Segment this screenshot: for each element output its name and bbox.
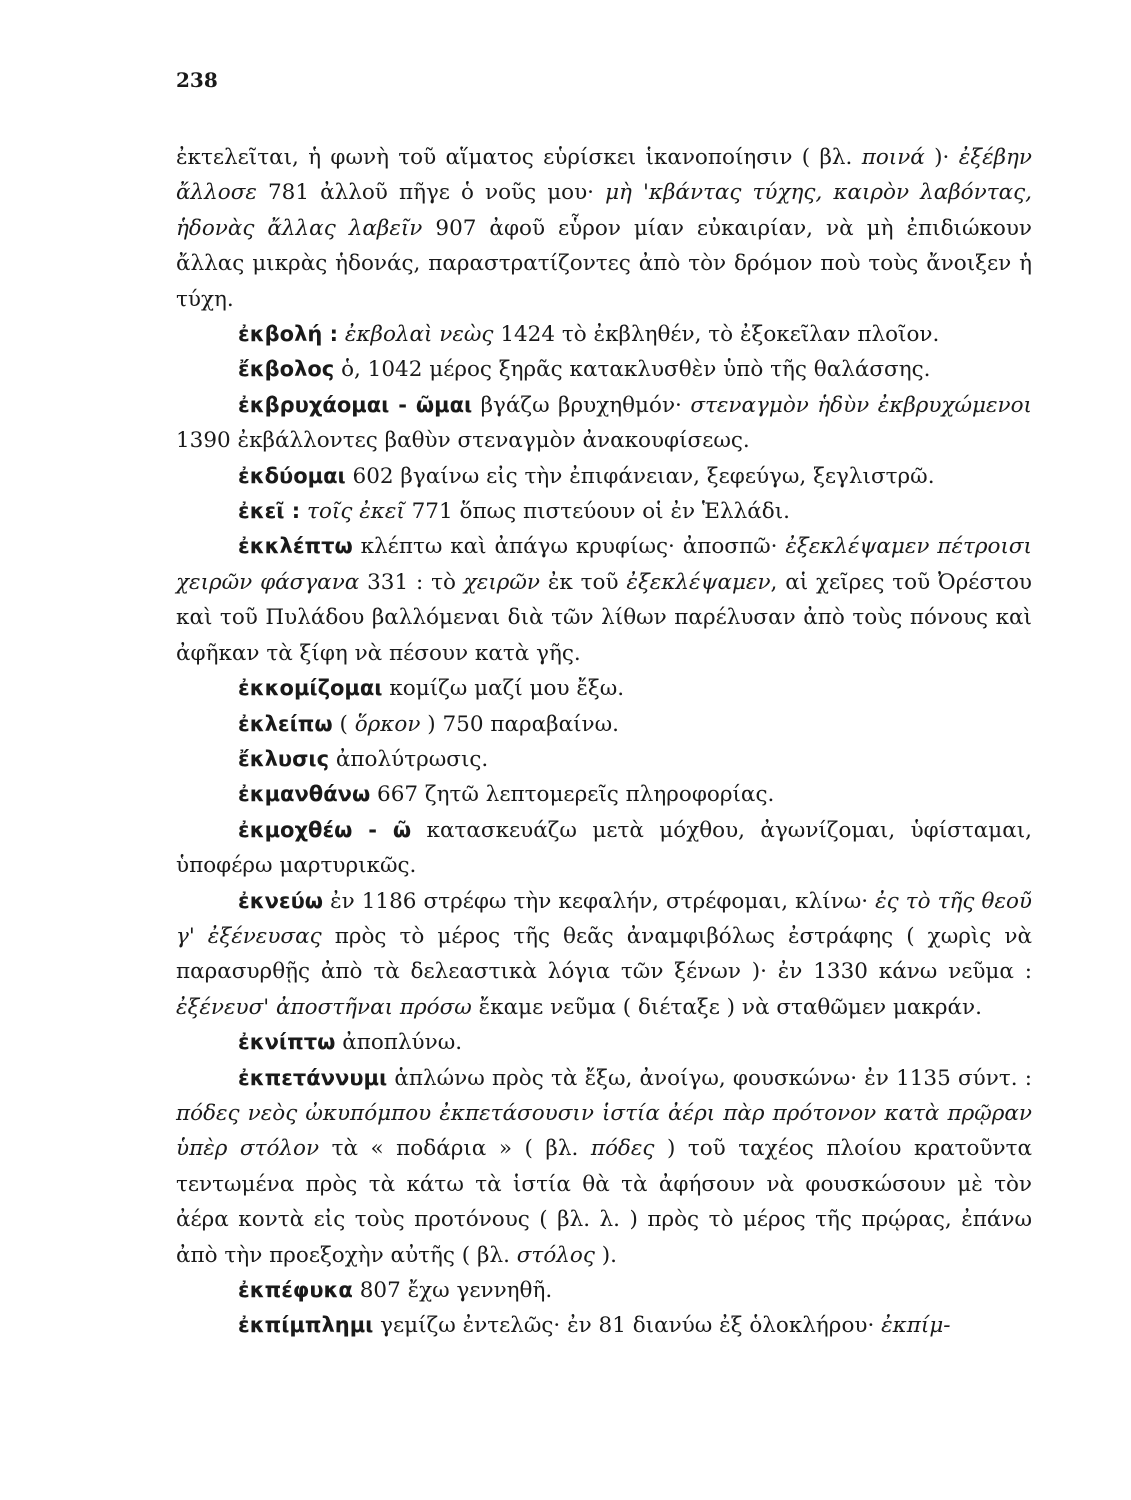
quotation: ἐκπίμ- [881, 1313, 951, 1339]
dictionary-entry [176, 1061, 1032, 1273]
headword: ἐκκλέπτω [238, 534, 353, 559]
headword: ἐκμανθάνω [238, 782, 371, 807]
dictionary-entry [176, 1025, 1032, 1060]
definition-text: 907 ἀφοῦ εὗρον μίαν εὐκαιρίαν, νὰ μὴ ἐπιδιώκουν ἄλλας μικρὰς ἡδονάς, παραστρατίζοντες ἀπὸ τὸν δρόμον ποὺ τοὺς ἄνοιξεν ἡ τύχη. [176, 215, 1032, 312]
definition-text: 667 ζητῶ λεπτομερεῖς πληροφορίας. [370, 782, 775, 808]
dictionary-entry [176, 813, 1032, 884]
dictionary-entry [176, 707, 1032, 742]
headword: ἔκβολος [238, 357, 335, 382]
quotation: πόδες νεὸς ὠκυπόμπου ἐκπετάσουσιν ἱστία ἀέρι πὰρ πρότονον κατὰ πρῷραν ὑπὲρ στόλον [176, 1100, 1032, 1162]
headword: ἐκδύομαι [238, 463, 346, 488]
definition-text: ἐκ τοῦ [540, 569, 627, 595]
quotation: τοῖς ἐκεῖ [307, 499, 405, 525]
quotation: ἐξέβην ἄλλοσε [176, 145, 1032, 206]
definition-text: )· [924, 145, 959, 170]
definition-text: 331 : τὸ [359, 569, 464, 595]
definition-text: κατασκευάζω μετὰ μόχθου, ἀγωνίζομαι, ὑφίσταμαι, ὑποφέρω μαρτυρικῶς. [176, 817, 1032, 879]
quotation: ἐξεκλέψαμεν πέτροισι χειρῶν φάσγανα [176, 534, 1032, 595]
definition-text: ἔκαμε νεῦμα ( διέταξε ) νὰ σταθῶμεν μακράν. [471, 994, 982, 1020]
quotation: στεναγμὸν ἡδὺν ἐκβρυχώμενοι [690, 392, 1032, 418]
definition-text: βγάζω βρυχηθμόν· [472, 392, 691, 418]
definition-text: ἀποπλύνω. [335, 1030, 463, 1056]
quotation: ἐκβολαὶ νεὼς [344, 322, 494, 348]
definition-text: ἀπολύτρωσις. [329, 746, 489, 772]
quotation: ὅρκον [354, 711, 421, 737]
headword: ἔκλυσις [238, 746, 330, 771]
definition-text: ὁ, 1042 μέρος ξηρᾶς κατακλυσθὲν ὑπὸ τῆς θαλάσσης. [334, 357, 931, 383]
definition-text: ἐκτελεῖται, ἡ φωνὴ τοῦ αἵματος εὑρίσκει ἱκανοποίησιν ( βλ. [176, 145, 862, 170]
headword: ἐκλείπω [238, 711, 333, 736]
headword: ἐκμοχθέω - ῶ [238, 817, 412, 842]
dictionary-entry [176, 671, 1032, 706]
dictionary-entry [176, 529, 1032, 671]
dictionary-entry [176, 777, 1032, 812]
definition-text: 771 ὅπως πιστεύουν οἱ ἐν Ἑλλάδι. [404, 499, 790, 525]
definition-text: τὰ « ποδάρια » ( βλ. [319, 1136, 591, 1162]
dictionary-entries [176, 140, 1032, 1344]
definition-text: , αἱ χεῖρες τοῦ Ὀρέστου καὶ τοῦ Πυλάδου βαλλόμεναι διὰ τῶν λίθων παρέλυσαν ἀπὸ τοὺς πόνους καὶ ἀφῆκαν τὰ ξίφη νὰ πέσουν κατὰ γῆς. [176, 569, 1032, 666]
headword: ἐκνίπτω [238, 1030, 336, 1055]
definition-text: 1424 τὸ ἐκβληθέν, τὸ ἐξοκεῖλαν πλοῖον. [493, 322, 940, 348]
definition-text: 1390 ἐκβάλλοντες βαθὺν στεναγμὸν ἀνακουφίσεως. [176, 428, 750, 454]
definition-text: ) τοῦ ταχέος πλοίου κρατοῦντα τεντωμένα πρὸς τὰ κάτω τὰ ἱστία θὰ τὰ ἀφήσουν νὰ φουσκώσουν μὲ τὸν ἀέρα κοντὰ εἰς τοὺς προτόνους ( βλ. λ. ) πρὸς τὸ μέρος τῆς πρῴρας, ἐπάνω ἀπὸ τὴν προεξοχὴν αὐτῆς ( βλ. [176, 1136, 1033, 1268]
definition-text: κλέπτω καὶ ἀπάγω κρυφίως· ἀποσπῶ· [352, 534, 786, 560]
dictionary-entry [176, 1273, 1032, 1308]
definition-text: κομίζω μαζί μου ἔξω. [382, 676, 625, 702]
dictionary-entry [176, 459, 1032, 494]
definition-text: ἐν 1186 στρέφω τὴν κεφαλήν, στρέφομαι, κλίνω· [323, 888, 876, 914]
dictionary-entry [176, 494, 1032, 529]
quotation: χειρῶν [463, 569, 540, 595]
definition-text: 781 ἀλλοῦ πῆγε ὁ νοῦς μου· [256, 180, 606, 206]
definition-text: γεμίζω ἐντελῶς· ἐν 81 διανύω ἐξ ὁλοκλήρου· [373, 1313, 882, 1339]
quotation: ἐξένευσ' ἀποστῆναι πρόσω [176, 994, 472, 1020]
dictionary-entry [176, 317, 1032, 352]
definition-text: ). [594, 1242, 617, 1268]
quotation: ἐξεκλέψαμεν [626, 569, 771, 595]
quotation: ποινά [861, 145, 925, 170]
definition-text [338, 322, 345, 347]
headword: ἐκπετάννυμι [238, 1065, 388, 1090]
dictionary-entry [176, 388, 1032, 459]
definition-text: 602 βγαίνω εἰς τὴν ἐπιφάνειαν, ξεφεύγω, ξεγλιστρῶ. [345, 463, 935, 489]
quotation: πόδες [590, 1136, 655, 1162]
headword: ἐκπέφυκα [238, 1278, 353, 1302]
quotation: στόλος [516, 1242, 595, 1268]
headword: ἐκκομίζομαι [238, 676, 383, 701]
dictionary-entry [176, 352, 1032, 387]
headword: ἐκβρυχάομαι - ῶμαι [238, 392, 473, 417]
dictionary-entry [176, 1308, 1032, 1343]
dictionary-entry [176, 884, 1032, 1026]
definition-text: ) 750 παραβαίνω. [420, 711, 619, 737]
headword: ἐκνεύω [238, 888, 324, 913]
definition-text: ἁπλώνω πρὸς τὰ ἔξω, ἀνοίγω, φουσκώνω· ἐν 1135 σύντ. : [387, 1065, 1032, 1091]
definition-text: ( [332, 711, 355, 737]
headword: ἐκπίμπλημι [238, 1313, 374, 1338]
page-number: 238 [176, 68, 218, 92]
definition-text: 807 ἔχω γεννηθῆ. [352, 1278, 553, 1303]
entry-continuation [176, 140, 1032, 317]
quotation: ἐς τὸ τῆς θεοῦ γ' ἐξένευσας [176, 888, 1032, 949]
headword: ἐκεῖ : [238, 499, 301, 524]
dictionary-entry [176, 742, 1032, 777]
headword: ἐκβολή : [238, 322, 339, 347]
definition-text: πρὸς τὸ μέρος τῆς θεᾶς ἀναμφιβόλως ἐστράφης ( χωρὶς νὰ παρασυρθῇς ἀπὸ τὰ δελεαστικὰ λόγια τῶν ξένων )· ἐν 1330 κάνω νεῦμα : [176, 923, 1032, 985]
quotation: μὴ 'κβάντας τύχης, καιρὸν λαβόντας, ἡδονὰς ἄλλας λαβεῖν [176, 180, 1032, 241]
